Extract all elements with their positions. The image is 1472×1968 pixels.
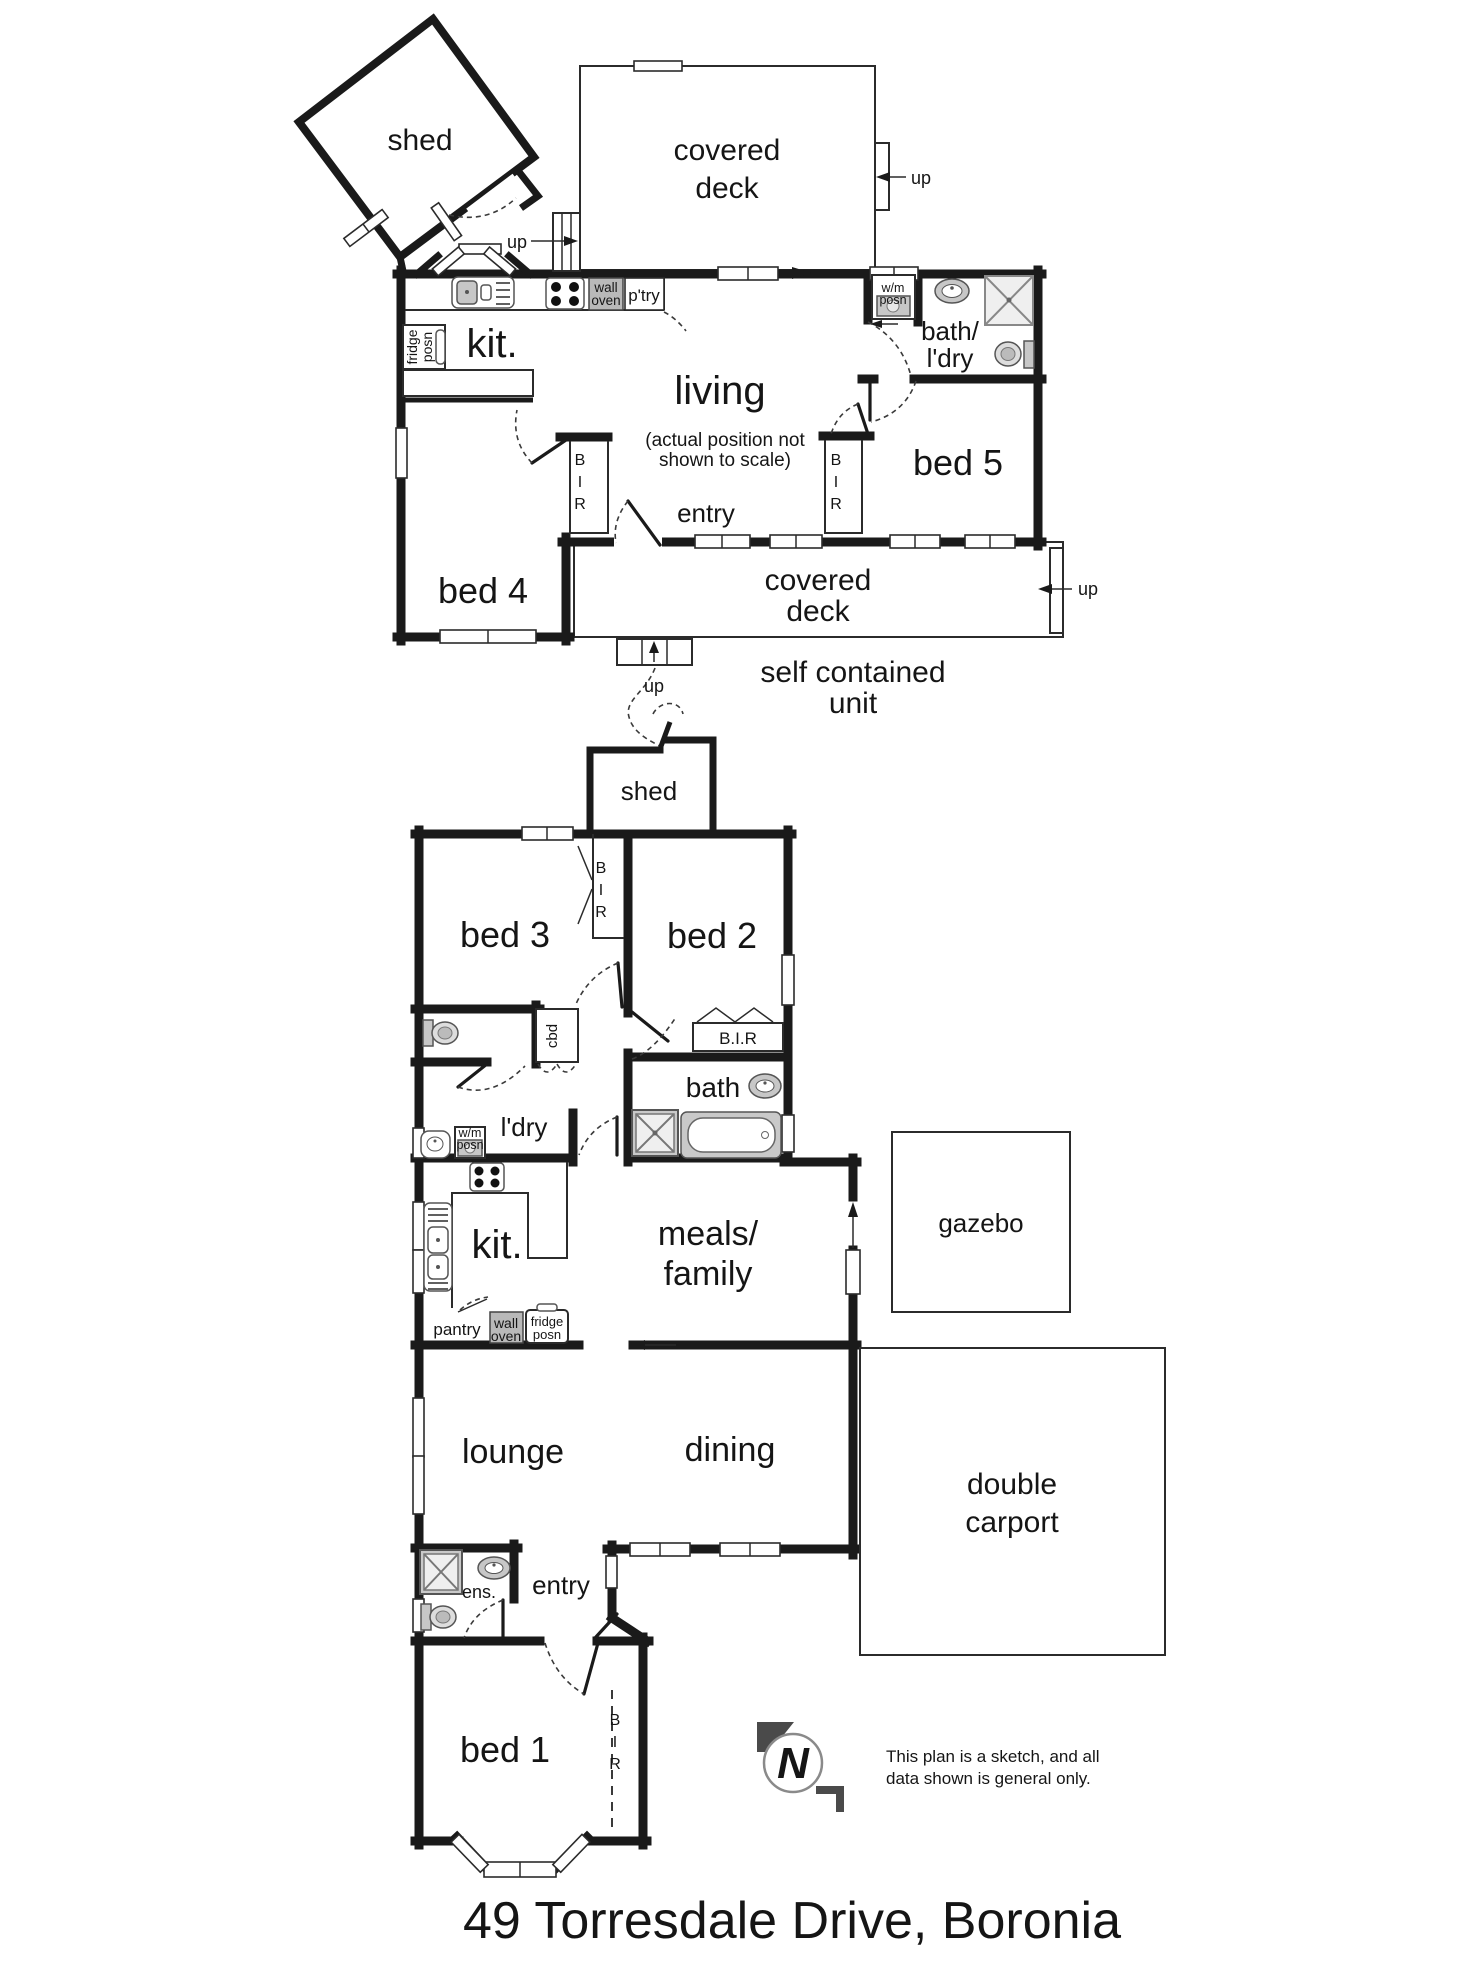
bir-label: BIR — [571, 452, 589, 518]
wm-label2: posn — [879, 293, 907, 307]
wm-label1: w/m — [458, 1126, 482, 1140]
unit-deck-top-label1: covered — [673, 134, 781, 167]
unit-caption1: self contained — [760, 656, 946, 689]
wm-label2: posn — [456, 1138, 484, 1152]
north-label: N — [777, 1739, 809, 1788]
bathtub-icon — [681, 1112, 781, 1158]
pantry-label: p'try — [628, 286, 660, 305]
wm-label1: w/m — [881, 281, 905, 295]
window — [890, 535, 940, 548]
unit-living-label: living — [674, 369, 766, 413]
stove-icon — [470, 1163, 504, 1191]
pantry-door-swing — [460, 1297, 488, 1310]
unit-caption2: unit — [828, 687, 878, 720]
shower-icon — [985, 276, 1033, 325]
window — [440, 630, 536, 643]
kitchen-peninsula — [403, 370, 533, 396]
house-closets — [536, 834, 783, 1833]
window — [695, 535, 750, 548]
carport-outline — [860, 1348, 1165, 1655]
gazebo-label: gazebo — [938, 1208, 1024, 1238]
pantry-label: pantry — [433, 1320, 481, 1339]
bath-label: bath — [685, 1072, 741, 1103]
bed3-label: bed 3 — [459, 914, 551, 955]
unit-stairs-upper — [531, 213, 580, 271]
house-kitchen-label: kit. — [471, 1223, 523, 1267]
pantry-door-swing — [664, 312, 686, 331]
meals-label2: family — [663, 1255, 753, 1293]
fridge-label1: fridge — [530, 1314, 564, 1329]
cbd-label: cbd — [544, 1023, 561, 1049]
up-label: up — [506, 232, 527, 252]
fridge-label2: posn — [419, 331, 435, 363]
kitchen-sink — [452, 277, 514, 308]
unit-bath-label2: l'dry — [926, 343, 974, 373]
bir-label: BIR — [592, 860, 610, 926]
living-note1: (actual position not — [645, 430, 805, 451]
wall-oven-label2: oven — [591, 293, 621, 308]
unit-bed5-label: bed 5 — [912, 442, 1004, 483]
bir-label: BIR — [606, 1712, 624, 1778]
north-symbol-bracket — [816, 1786, 844, 1812]
unit-entry-label: entry — [677, 498, 735, 528]
window — [396, 428, 407, 478]
unit-deck-top-label2: deck — [695, 172, 759, 205]
basin-icon — [935, 279, 969, 303]
disclaimer-line1: This plan is a sketch, and all — [886, 1747, 1100, 1766]
bed1-label: bed 1 — [459, 1729, 551, 1770]
lounge-label: lounge — [461, 1433, 565, 1471]
unit-stairs-lower — [617, 639, 692, 665]
north-symbol — [757, 1722, 844, 1812]
disclaimer-line2: data shown is general only. — [886, 1769, 1091, 1788]
bir-bed2-bifold — [697, 1008, 773, 1022]
toilet-icon — [995, 341, 1034, 368]
unit-deck-bottom-label2: deck — [786, 595, 850, 628]
house-entry-label: entry — [532, 1570, 590, 1600]
unit-decks — [571, 61, 1063, 637]
stove-icon — [546, 278, 584, 309]
up-label: up — [1078, 579, 1099, 599]
unit-shed-step — [516, 168, 538, 208]
living-note2: shown to scale) — [658, 450, 792, 471]
unit-bed4-label: bed 4 — [437, 570, 529, 611]
house-wc — [423, 1020, 458, 1046]
ensuite-label: ens. — [461, 1582, 497, 1602]
unit-deck-bottom-label1: covered — [764, 564, 872, 597]
house-shed-door-swing — [653, 704, 683, 715]
unit-top-deck-outline — [580, 66, 875, 270]
window — [770, 535, 822, 548]
fridge-icon — [436, 330, 445, 364]
unit-kitchen-label: kit. — [466, 322, 518, 366]
wall-oven-label1: wall — [493, 1315, 519, 1331]
shower-icon — [632, 1110, 678, 1156]
carport-label1: double — [966, 1468, 1058, 1501]
wall-oven-label2: oven — [490, 1328, 522, 1344]
shower-icon — [420, 1550, 462, 1594]
up-label: up — [643, 676, 665, 696]
bed2-label: bed 2 — [666, 915, 758, 956]
disclaimer — [886, 1747, 1100, 1788]
house-windows — [413, 827, 860, 1877]
bir-bed2-label: B.I.R — [719, 1029, 757, 1048]
dining-label: dining — [684, 1431, 776, 1469]
window — [965, 535, 1015, 548]
unit-top-deck-window — [634, 61, 682, 71]
address-title: 49 Torresdale Drive, Boronia — [462, 1892, 1122, 1950]
bath-door-swing — [868, 322, 911, 376]
house-shed-label: shed — [620, 776, 678, 806]
meals-label1: meals/ — [657, 1215, 759, 1253]
fridge-label1: fridge — [404, 329, 420, 365]
bir-label: BIR — [827, 452, 845, 518]
basin-icon — [749, 1074, 781, 1098]
wall-oven-label1: wall — [594, 280, 618, 295]
unit-bath-label1: bath/ — [921, 316, 979, 346]
window — [718, 267, 778, 280]
kitchen-sink — [424, 1203, 452, 1291]
basin-icon — [478, 1557, 510, 1579]
fridge-label2: posn — [532, 1327, 562, 1342]
unit-shed-label: shed — [387, 124, 453, 157]
carport-label2: carport — [965, 1506, 1059, 1539]
toilet-icon — [421, 1604, 456, 1630]
up-label: up — [911, 168, 932, 188]
laundry-label: l'dry — [500, 1112, 548, 1142]
